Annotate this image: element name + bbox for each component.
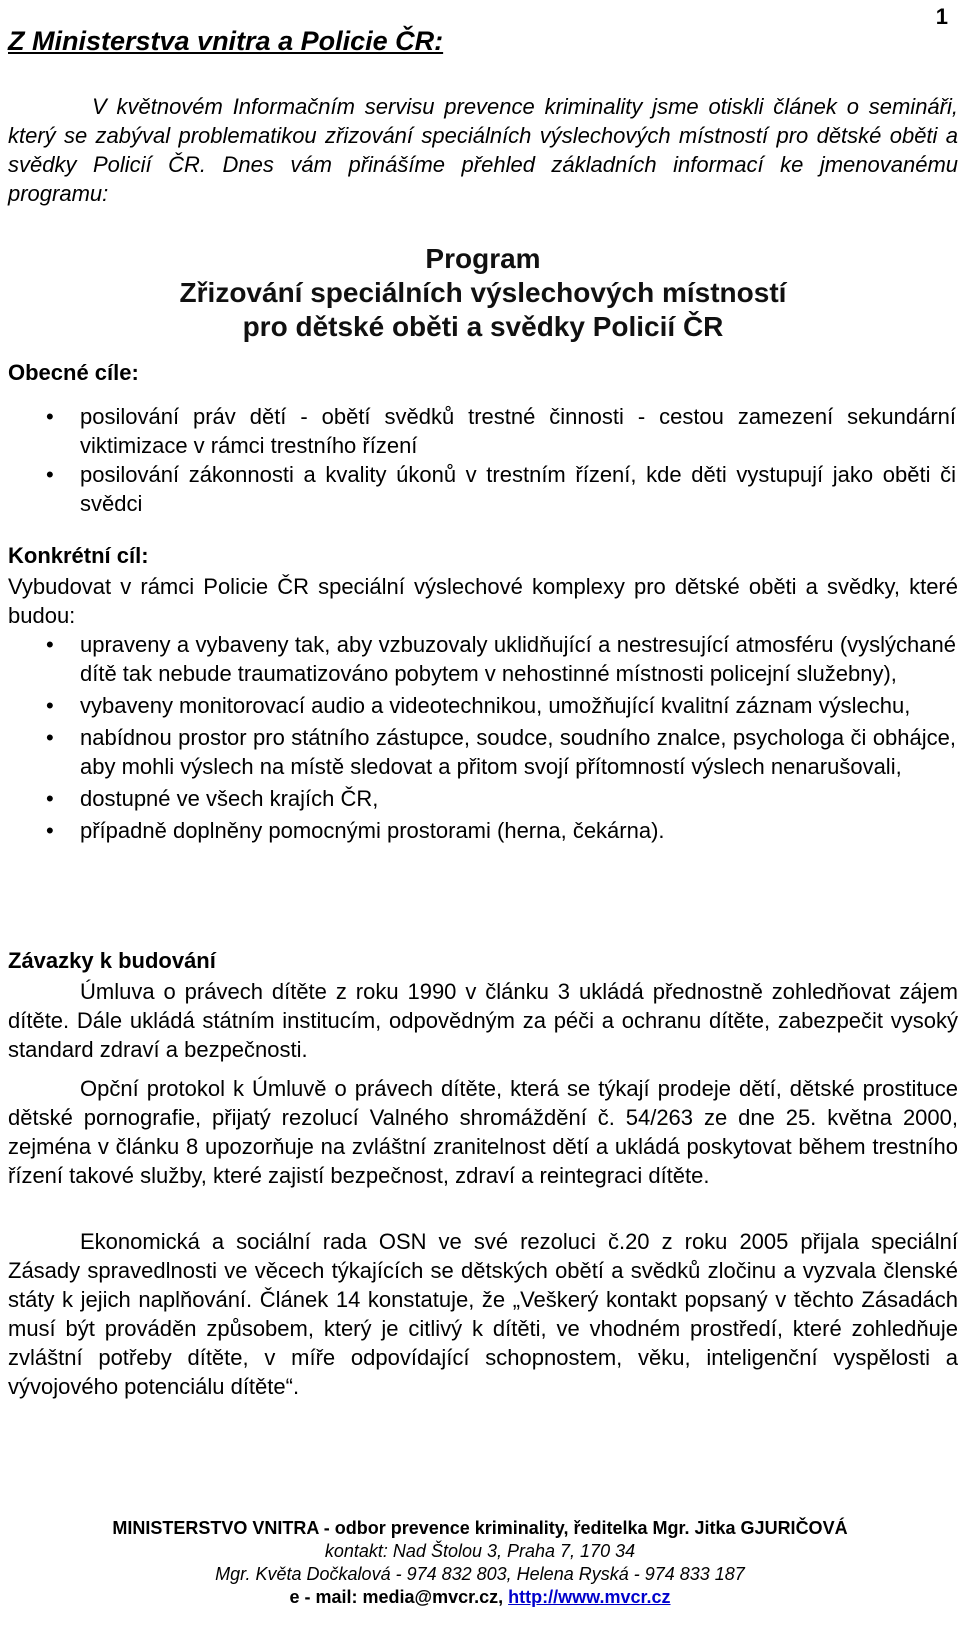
list-item: • vybaveny monitorovací audio a videotechnikou, umožňující kvalitní záznam výslechu,	[8, 691, 956, 720]
page-title: Z Ministerstva vnitra a Policie ČR:	[8, 26, 444, 56]
footer-contact: kontakt: Nad Štolou 3, Praha 7, 170 34	[324, 1541, 636, 1561]
general-goals-list	[8, 402, 956, 518]
list-item: • upraveny a vybaveny tak, aby vzbuzovaly uklidňující a nestresující atmosféru (vyslýchané dítě tak nebude traumatizováno pobytem v nehostinné místnosti policejní služebny),	[8, 630, 956, 688]
program-heading	[8, 242, 958, 344]
specific-goal-text: Vybudovat v rámci Policie ČR speciální výslechové komplexy pro dětské oběti a svědky, které budou:	[8, 574, 958, 628]
list-item: • posilování zákonnosti a kvality úkonů v trestním řízení, kde děti vystupují jako oběti či svědci	[8, 460, 956, 518]
page-number: 1	[935, 4, 948, 29]
program-title: Program	[425, 243, 541, 274]
list-item: • dostupné ve všech krajích ČR,	[8, 784, 956, 813]
program-subtitle-2: pro dětské oběti a svědky Policií ČR	[242, 311, 724, 342]
website-link[interactable]: http://www.mvcr.cz	[508, 1587, 671, 1607]
list-item: • případně doplněny pomocnými prostorami (herna, čekárna).	[8, 816, 956, 845]
list-item: • posilování práv dětí - obětí svědků trestné činnosti - cestou zamezení sekundární viktimizace v rámci trestního řízení	[8, 402, 956, 460]
obligations-paragraph-3	[8, 1227, 958, 1401]
program-subtitle-1: Zřizování speciálních výslechových místností	[179, 277, 787, 308]
specific-goal-heading: Konkrétní cíl:	[8, 543, 149, 568]
paragraph-text: Ekonomická a sociální rada OSN ve své rezoluci č.20 z roku 2005 přijala speciální Zásady spravedlnosti ve věcech týkajících se dětských obětí a svědků zločinu a vyzvala členské státy k jejich naplňování. Článek 14 konstatuje, že „Veškerý kontakt popsaný v těchto Zásadách musí být prováděn způsobem, který je citlivý k dítěti, ve vhodném prostředí, které zohledňuje zvláštní potřeby dítěte, v míře odpovídající schopnostem, věku, inteligenční vyspělosti a vývojového potenciálu dítěte“.	[8, 1229, 958, 1399]
footer-ministry: MINISTERSTVO VNITRA - odbor prevence kriminality, ředitelka Mgr. Jitka GJURIČOVÁ	[112, 1518, 848, 1538]
footer-email-line	[0, 1586, 960, 1609]
paragraph-text: Úmluva o právech dítěte z roku 1990 v článku 3 ukládá přednostně zohledňovat zájem dítěte. Dále ukládá státním institucím, odpovědným za péči a ochranu dítěte, zabezpečit vysoký standard zdraví a bezpečnosti.	[8, 979, 958, 1062]
footer	[0, 1517, 960, 1609]
obligations-heading: Závazky k budování	[8, 948, 216, 973]
list-item: • nabídnou prostor pro státního zástupce, soudce, soudního znalce, psychologa či obhájce, aby mohli výslech na místě sledovat a přitom svojí přítomností výslech nenarušovali,	[8, 723, 956, 781]
specific-goal-list	[8, 630, 956, 845]
general-goals-heading: Obecné cíle:	[8, 360, 139, 385]
paragraph-text: Opční protokol k Úmluvě o právech dítěte, která se týkají prodeje dětí, dětské prostituce dětské pornografie, přijatý rezolucí Valného shromáždění č. 54/263 ze dne 25. května 2000, zejména v článku 8 upozorňuje na zvláštní zranitelnost dětí a ukládá poskytovat během trestního řízení takové služby, které zajistí bezpečnost, zdraví a reintegraci dítěte.	[8, 1076, 958, 1188]
intro-text: V květnovém Informačním servisu prevence kriminality jsme otiskli článek o semináři, který se zabýval problematikou zřizování speciálních výslechových místností pro dětské oběti a svědky Policií ČR. Dnes vám přinášíme přehled základních informací ke jmenovanému programu:	[8, 94, 958, 206]
obligations-paragraph-1	[8, 977, 958, 1064]
obligations-paragraph-2	[8, 1074, 958, 1190]
intro-paragraph	[8, 92, 958, 208]
footer-persons: Mgr. Květa Dočkalová - 974 832 803, Helena Ryská - 974 833 187	[215, 1564, 745, 1584]
footer-email: e - mail: media@mvcr.cz,	[289, 1587, 509, 1607]
